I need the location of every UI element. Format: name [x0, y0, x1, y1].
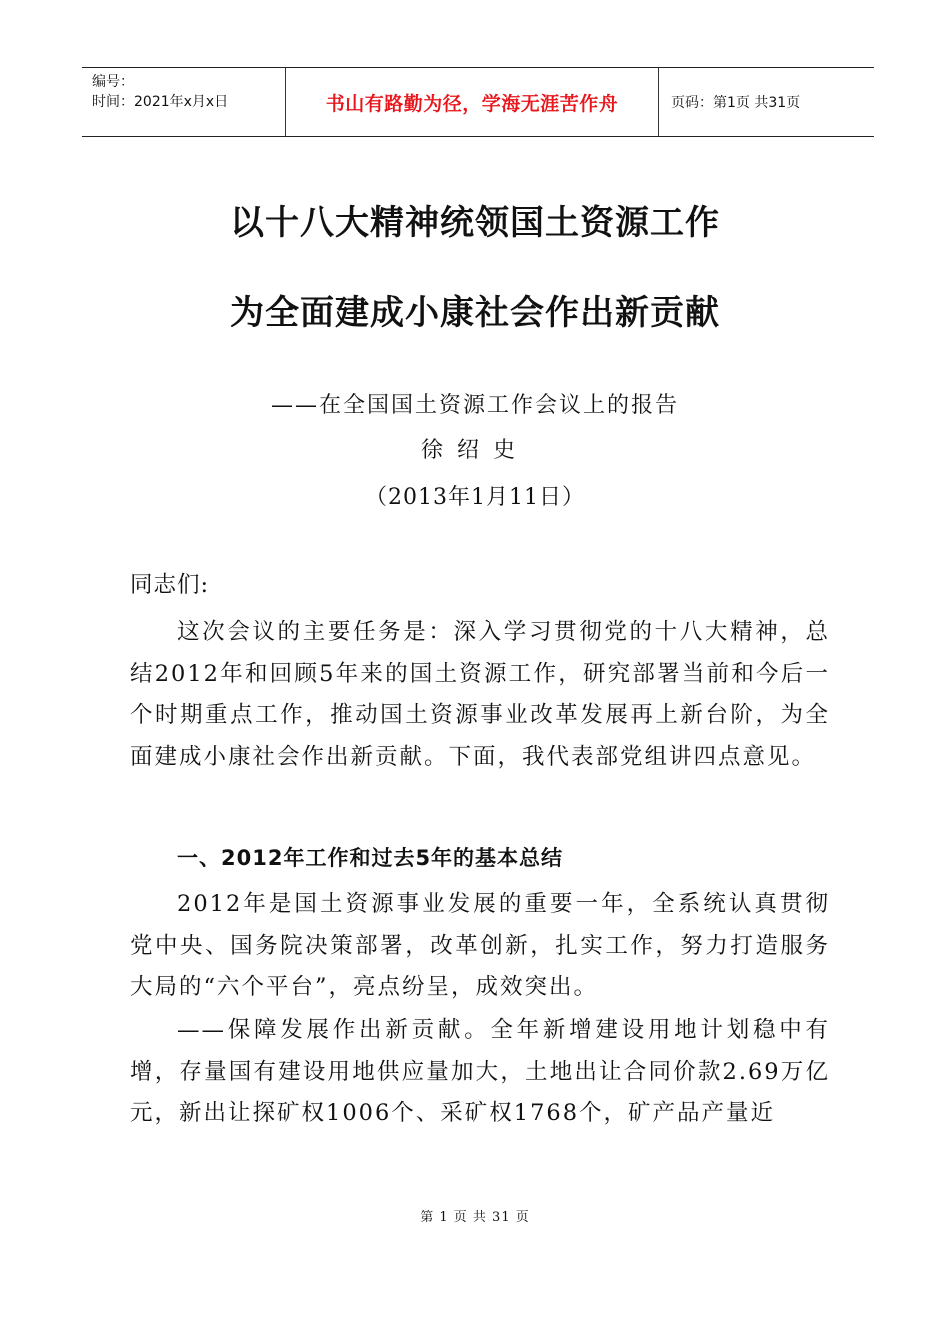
header-page-label: 页码：第1页 共31页 — [671, 95, 801, 111]
title-line-1: 以十八大精神统领国土资源工作 — [230, 203, 720, 243]
header-meta — [82, 68, 286, 136]
paragraph-1: 这次会议的主要任务是：深入学习贯彻党的十八大精神，总结2012年和回顾5年来的国土资源工作，研究部署当前和今后一个时期重点工作，推动国土资源事业改革发展再上新台阶，为全面建成小康社会作出新贡献。下面，我代表部党组讲四点意见。 — [130, 619, 830, 770]
header-motto: 书山有路勤为径，学海无涯苦作舟 — [286, 68, 659, 136]
page-header — [82, 67, 874, 137]
date: （2013年1月11日） — [365, 485, 585, 510]
page-footer: 第 1 页 共 31 页 — [420, 1210, 530, 1225]
paragraph-3: ——保障发展作出新贡献。全年新增建设用地计划稳中有增，存量国有建设用地供应量加大，土地出让合同价款2.69万亿元，新出让探矿权1006个、采矿权1768个，矿产品产量近 — [130, 1017, 830, 1126]
title-line-2: 为全面建成小康社会作出新贡献 — [230, 293, 720, 333]
subtitle: ——在全国国土资源工作会议上的报告 — [270, 393, 679, 418]
greeting: 同志们: — [130, 572, 210, 598]
section-heading-1: 一、2012年工作和过去5年的基本总结 — [177, 846, 564, 870]
time-label: 时间：2021年x月x日 — [92, 94, 229, 110]
number-label: 编号： — [92, 74, 134, 90]
paragraph-2: 2012年是国土资源事业发展的重要一年，全系统认真贯彻党中央、国务院决策部署，改革创新，扎实工作，努力打造服务大局的“六个平台”，亮点纷呈，成效突出。 — [130, 891, 830, 1000]
author: 徐绍史 — [420, 438, 529, 463]
